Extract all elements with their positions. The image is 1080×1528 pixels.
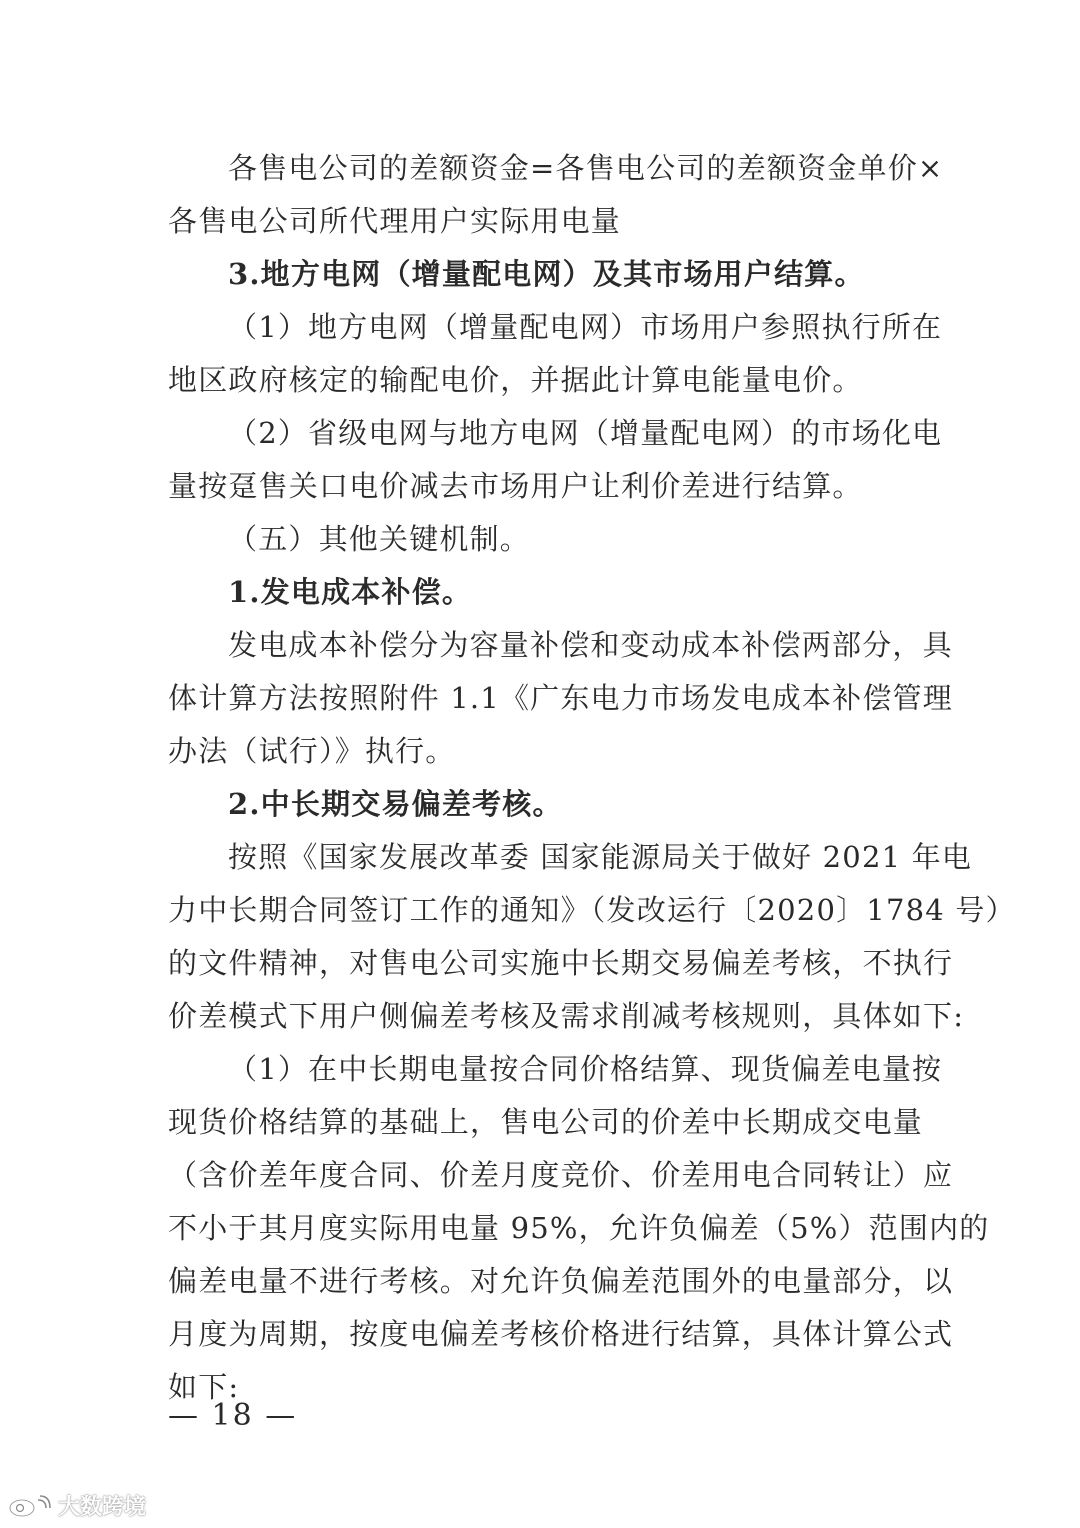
paragraph-line: 力中长期合同签订工作的通知》（发改运行〔2020〕1784 号） <box>168 893 1016 927</box>
paragraph-line: （2）省级电网与地方电网（增量配电网）的市场化电 <box>228 416 943 450</box>
paragraph-line: 发电成本补偿分为容量补偿和变动成本补偿两部分，具 <box>228 628 953 662</box>
section-heading-line: 1.发电成本补偿。 <box>228 575 473 609</box>
paragraph-line: （五）其他关键机制。 <box>228 522 531 556</box>
weibo-logo-icon <box>8 1494 52 1518</box>
paragraph-line: 价差模式下用户侧偏差考核及需求削减考核规则，具体如下: <box>168 999 965 1033</box>
paragraph-line: 偏差电量不进行考核。对允许负偏差范围外的电量部分，以 <box>168 1264 954 1298</box>
paragraph-line: 地区政府核定的输配电价，并据此计算电能量电价。 <box>168 363 863 397</box>
section-heading-line: 3.地方电网（增量配电网）及其市场用户结算。 <box>228 257 865 291</box>
paragraph-line: （1）在中长期电量按合同价格结算、现货偏差电量按 <box>228 1052 943 1086</box>
watermark <box>8 1490 146 1521</box>
paragraph-line: 按照《国家发展改革委 国家能源局关于做好 2021 年电 <box>228 840 973 874</box>
paragraph-line: 的文件精神，对售电公司实施中长期交易偏差考核，不执行 <box>168 946 954 980</box>
paragraph-line: （含价差年度合同、价差月度竞价、价差用电合同转让）应 <box>168 1158 954 1192</box>
paragraph-line: 如下: <box>168 1370 240 1404</box>
paragraph-line: 不小于其月度实际用电量 95%，允许负偏差（5%）范围内的 <box>168 1211 990 1245</box>
watermark-text: 大数跨境 <box>58 1495 147 1520</box>
paragraph-line: 各售电公司的差额资金=各售电公司的差额资金单价× <box>228 151 944 185</box>
paragraph-line: 办法（试行）》执行。 <box>168 734 456 768</box>
paragraph-line: （1）地方电网（增量配电网）市场用户参照执行所在 <box>228 310 943 344</box>
body-text <box>168 142 1016 1414</box>
paragraph-line: 各售电公司所代理用户实际用电量 <box>168 204 622 238</box>
paragraph-line: 体计算方法按照附件 1.1《广东电力市场发电成本补偿管理 <box>168 681 953 715</box>
paragraph-line: 量按趸售关口电价减去市场用户让利价差进行结算。 <box>168 469 863 503</box>
paragraph-line: 月度为周期，按度电偏差考核价格进行结算，具体计算公式 <box>168 1317 954 1351</box>
paragraph-line: 现货价格结算的基础上，售电公司的价差中长期成交电量 <box>168 1105 924 1139</box>
section-heading-line: 2.中长期交易偏差考核。 <box>228 787 563 821</box>
page-number: — 18 — <box>168 1398 298 1433</box>
